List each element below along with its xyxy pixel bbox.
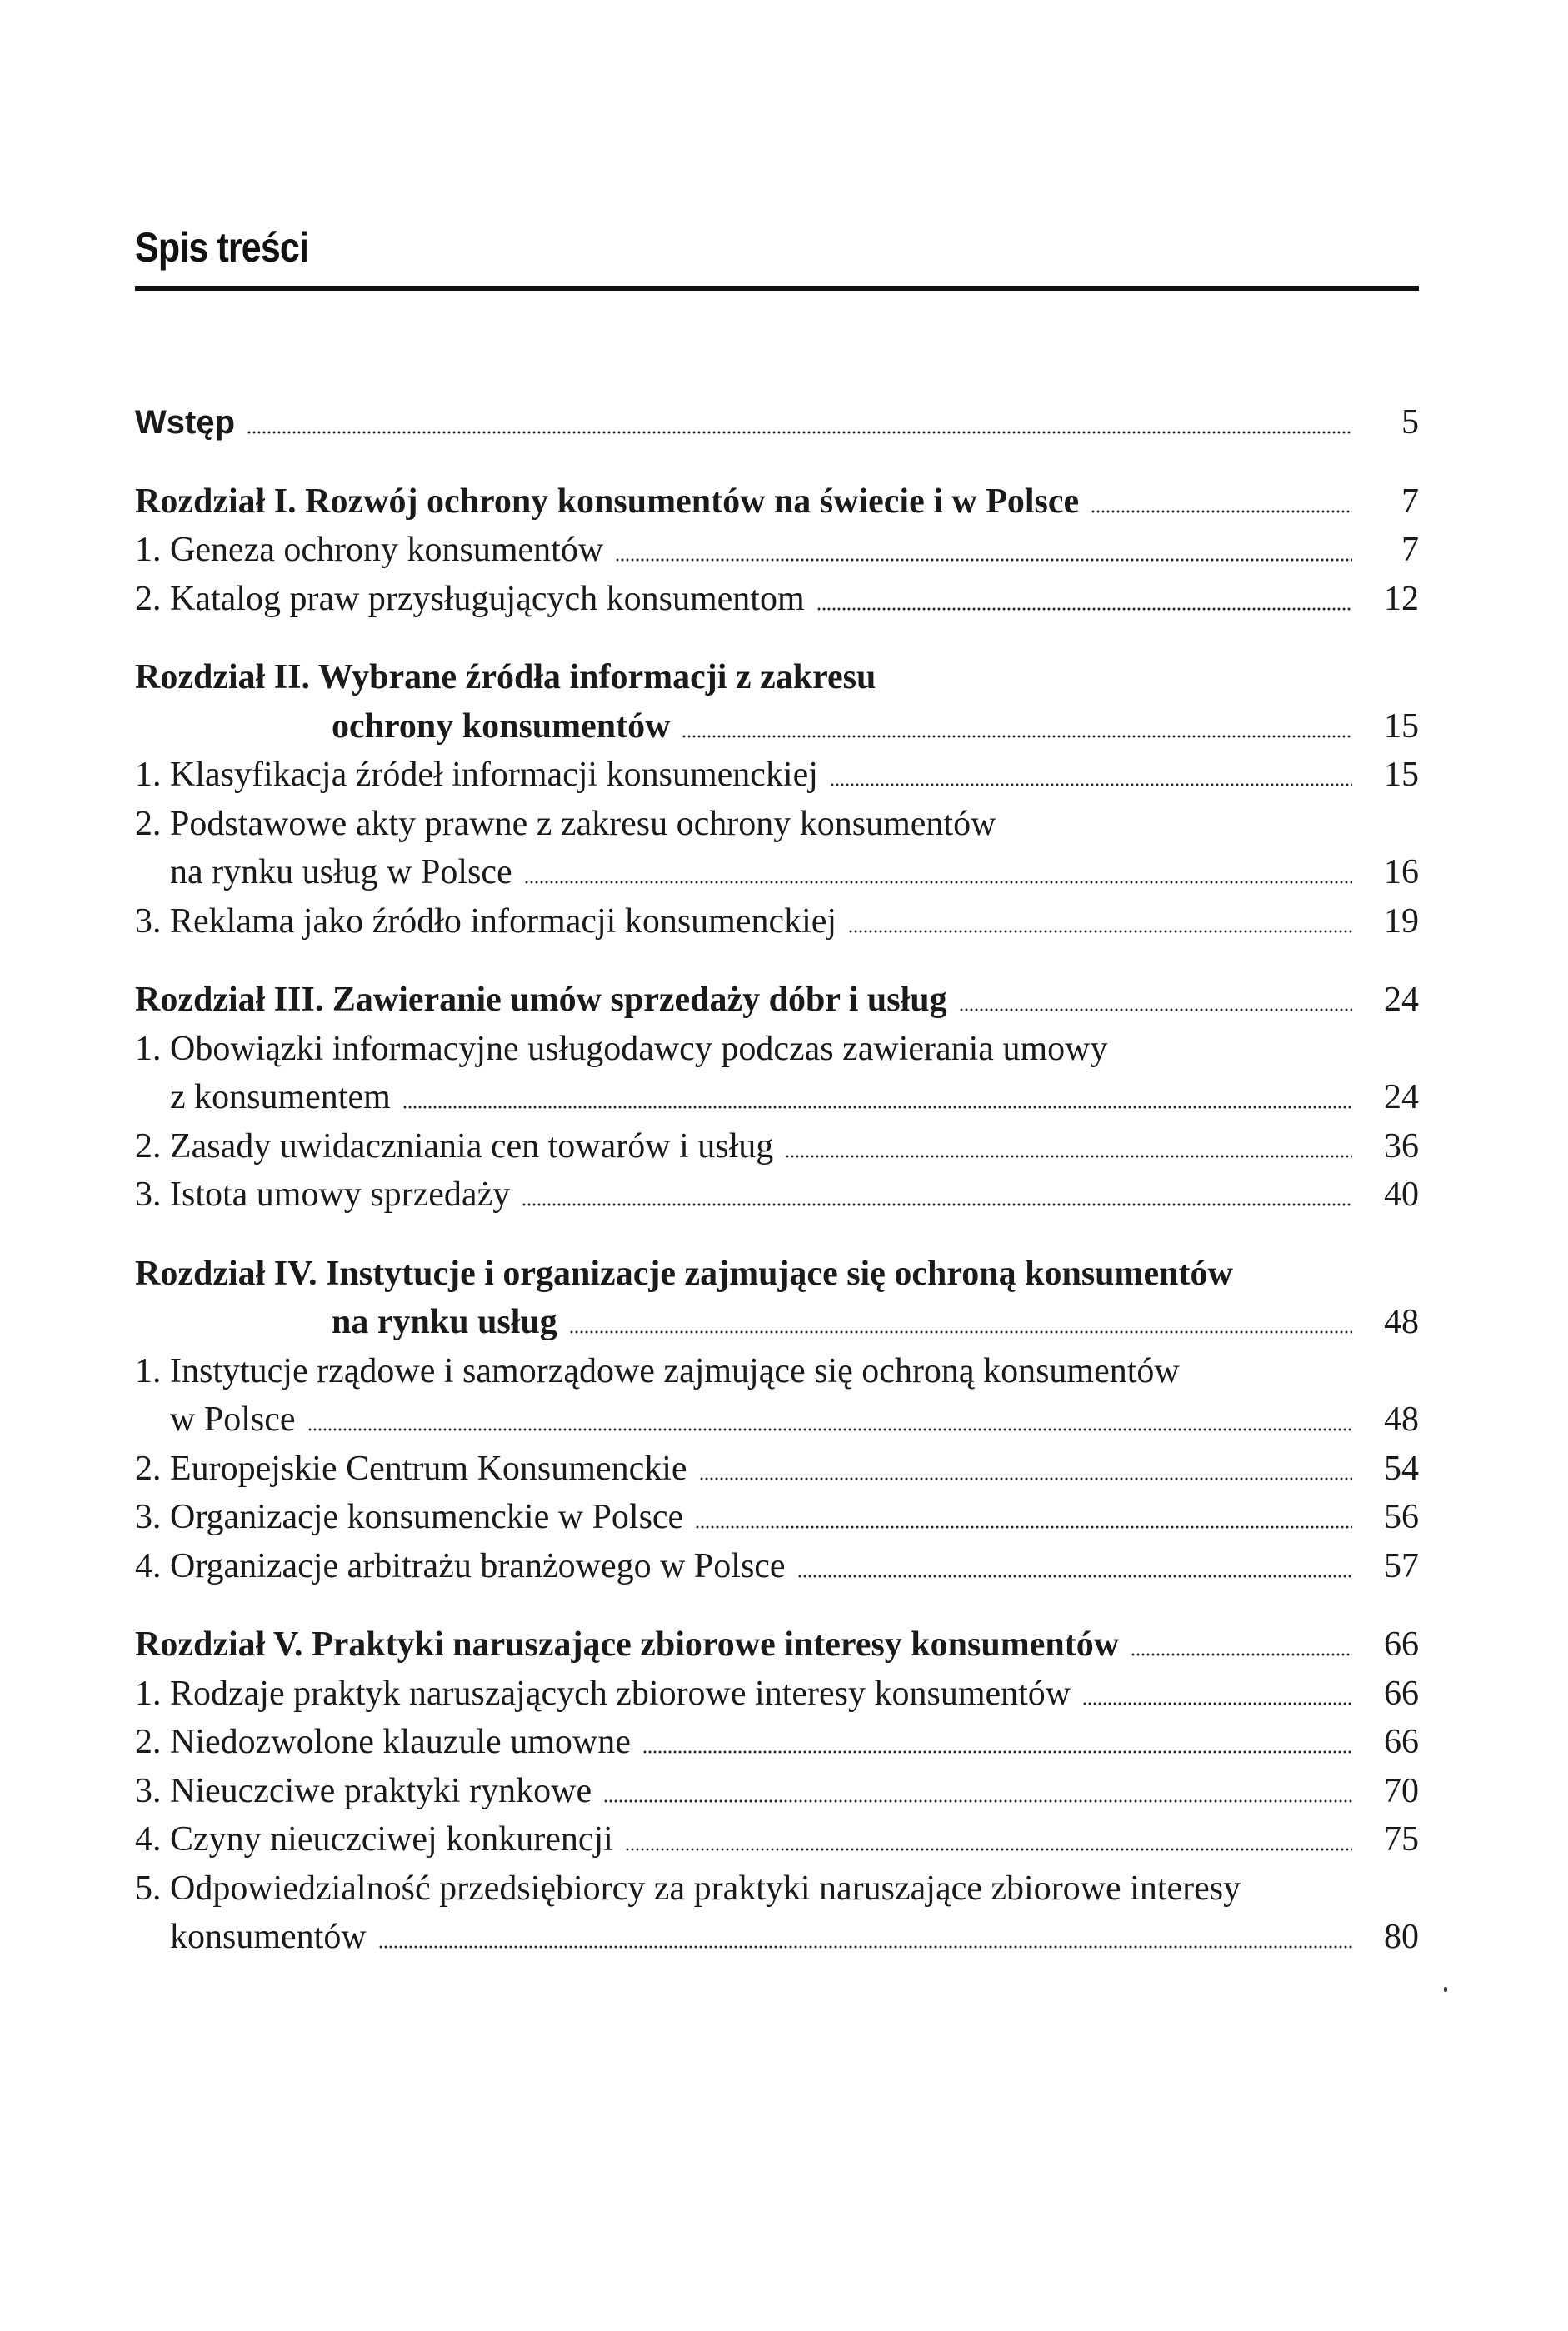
dot-leader [1091,506,1352,514]
toc-entry-text: ochrony konsumentów [332,706,671,746]
page-number: 66 [1384,1723,1419,1761]
dot-leader [785,1151,1352,1159]
toc-chapter-entry [135,477,1419,527]
page-number: 16 [1384,853,1419,891]
page-title: Spis treści [135,224,309,271]
toc-entry-text: 3. Reklama jako źródło informacji konsumenckiej [135,901,837,941]
toc-entry-text: 2. Europejskie Centrum Konsumenckie [135,1449,687,1488]
dot-leader [682,731,1352,739]
toc-section-entry [135,1767,1419,1816]
page-number: 15 [1384,706,1419,746]
scan-speck [1444,1987,1447,1992]
toc-section-entry [135,1170,1419,1220]
dot-leader [402,1101,1352,1110]
toc-section-entry [135,800,1419,849]
toc-chapter-entry [135,653,1419,702]
dot-leader [247,427,1352,435]
page-number: 70 [1384,1771,1419,1810]
toc-entry-text: 3. Organizacje konsumenckie w Polsce [135,1498,684,1536]
dot-leader [625,1844,1352,1852]
toc-section-entry [135,1073,1419,1122]
toc-section-entry [135,1445,1419,1494]
dot-leader [642,1746,1352,1754]
dot-leader [1131,1649,1352,1657]
page-number: 66 [1384,1674,1419,1713]
toc-entry-text: 5. Odpowiedzialność przedsiębiorcy za praktyki naruszające zbiorowe interesy [135,1869,1241,1908]
toc-entry-text: 1. Geneza ochrony konsumentów [135,531,604,569]
page-number: 75 [1384,1820,1419,1859]
toc-section-entry [135,897,1419,946]
page-number: 40 [1384,1175,1419,1214]
toc-entry-text: Wstęp [135,404,235,441]
dot-leader [830,779,1352,787]
dot-leader [615,554,1352,562]
page-number: 48 [1384,1303,1419,1341]
page-number: 66 [1384,1625,1419,1664]
toc-entry-text: 2. Zasady uwidaczniania cen towarów i usług [135,1126,774,1166]
page-number: 7 [1401,482,1419,521]
page-number: 7 [1401,531,1419,569]
toc-entry-text: Rozdział V. Praktyki naruszające zbiorowe interesy konsumentów [135,1625,1120,1664]
dot-leader [848,926,1352,934]
dot-leader [522,1199,1352,1207]
dot-leader [378,1941,1352,1949]
toc-entry-text: z konsumentem [170,1078,391,1116]
toc-group-intro [135,398,1419,447]
toc-chapter-entry [135,1620,1419,1670]
toc-section-entry [135,751,1419,800]
table-of-contents [135,398,1419,1992]
toc-section-entry [135,1542,1419,1591]
toc-chapter-entry [135,976,1419,1025]
toc-chapter-entry [135,702,1419,751]
toc-entry-text: 1. Rodzaje praktyk naruszających zbiorowe interesy konsumentów [135,1674,1071,1713]
toc-entry-text: Rozdział II. Wybrane źródła informacji z zakresu [135,658,876,696]
page-number: 57 [1384,1546,1419,1585]
toc-section-entry [135,1913,1419,1962]
toc-entry-text: konsumentów [170,1918,367,1956]
toc-entry-text: w Polsce [170,1400,296,1439]
dot-leader [1082,1698,1352,1706]
dot-leader [603,1795,1352,1804]
page-number: 80 [1384,1918,1419,1956]
page-number: 36 [1384,1126,1419,1166]
toc-section-entry [135,1347,1419,1396]
dot-leader [816,603,1352,611]
page-number: 56 [1384,1498,1419,1536]
toc-entry-text: na rynku usług [332,1303,557,1341]
page-number: 5 [1401,403,1419,442]
toc-section-entry [135,1864,1419,1914]
toc-entry-text: 4. Organizacje arbitrażu branżowego w Polsce [135,1546,786,1585]
dot-leader [695,1521,1352,1530]
toc-group-chapter-2 [135,653,1419,946]
toc-entry-text: 2. Podstawowe akty prawne z zakresu ochrony konsumentów [135,804,996,843]
toc-section-entry [135,1025,1419,1074]
toc-section-entry [135,1493,1419,1542]
toc-entry-text: Rozdział I. Rozwój ochrony konsumentów na świecie i w Polsce [135,482,1080,521]
toc-entry-text: 3. Istota umowy sprzedaży [135,1175,511,1214]
toc-section-entry [135,1670,1419,1719]
toc-section-entry [135,848,1419,897]
toc-entry-text: 2. Niedozwolone klauzule umowne [135,1723,631,1761]
toc-chapter-entry [135,1298,1419,1347]
toc-group-chapter-3 [135,976,1419,1220]
toc-section-entry [135,575,1419,624]
title-rule [135,286,1419,291]
toc-group-chapter-5 [135,1620,1419,1962]
toc-entry-text: Rozdział IV. Instytucje i organizacje zajmujące się ochroną konsumentów [135,1254,1233,1293]
page-number: 19 [1384,901,1419,941]
toc-chapter-entry [135,398,1419,447]
toc-entry-text: 1. Klasyfikacja źródeł informacji konsumenckiej [135,756,818,794]
toc-section-entry [135,526,1419,575]
toc-section-entry [135,1718,1419,1767]
dot-leader [959,1004,1352,1012]
dot-leader [569,1326,1352,1335]
dot-leader [797,1570,1352,1579]
page-number: 54 [1384,1449,1419,1488]
toc-group-chapter-4 [135,1250,1419,1591]
toc-section-entry [135,1815,1419,1864]
page-number: 24 [1384,981,1419,1019]
toc-entry-text: 2. Katalog praw przysługujących konsumentom [135,579,805,618]
toc-section-entry [135,1395,1419,1445]
dot-leader [307,1424,1353,1432]
page-number: 15 [1384,756,1419,794]
toc-entry-text: 4. Czyny nieuczciwej konkurencji [135,1820,613,1859]
toc-group-chapter-1 [135,477,1419,624]
toc-entry-text: 1. Obowiązki informacyjne usługodawcy podczas zawierania umowy [135,1029,1108,1068]
page-number: 48 [1384,1400,1419,1439]
page-number: 24 [1384,1078,1419,1116]
toc-entry-text: 1. Instytucje rządowe i samorządowe zajmujące się ochroną konsumentów [135,1351,1180,1390]
toc-section-entry [135,1122,1419,1171]
dot-leader [524,876,1352,885]
toc-entry-text: na rynku usług w Polsce [170,853,512,891]
toc-entry-text: Rozdział III. Zawieranie umów sprzedaży dóbr i usług [135,981,947,1019]
page-number: 12 [1384,579,1419,618]
toc-chapter-entry [135,1250,1419,1299]
dot-leader [699,1473,1352,1481]
toc-entry-text: 3. Nieuczciwe praktyki rynkowe [135,1771,592,1810]
